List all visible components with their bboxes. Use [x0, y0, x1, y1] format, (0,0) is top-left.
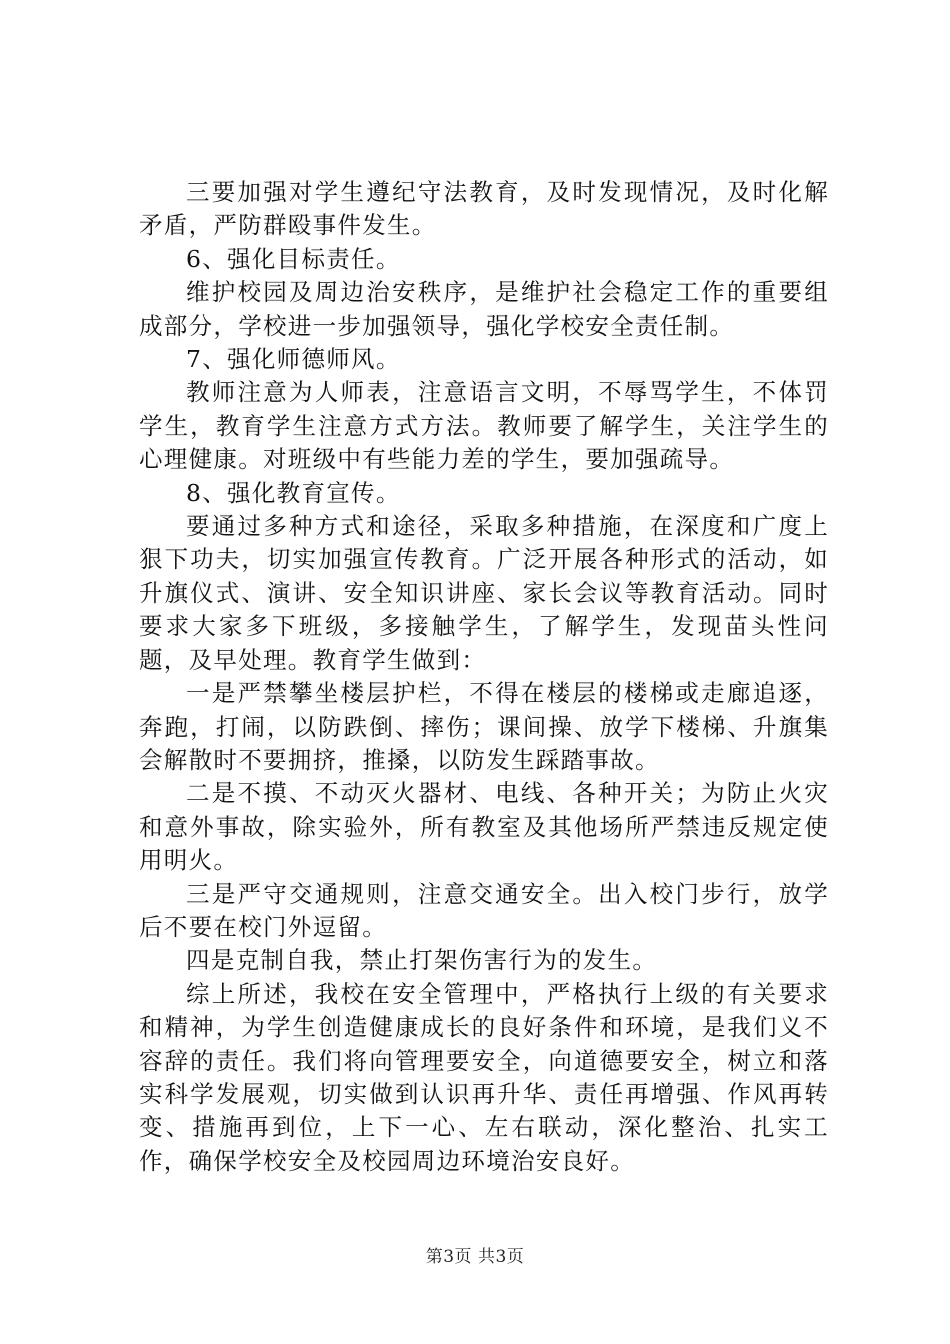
paragraph-rule-4: 四是克制自我，禁止打架伤害行为的发生。 — [186, 946, 658, 975]
page-footer — [0, 1242, 950, 1267]
page-number-label: 第3页 共3页 — [425, 1247, 525, 1267]
paragraph-rule-3: 三是严守交通规则，注意交通安全。出入校门步行，放学后不要在校门外逗留。 — [139, 879, 829, 941]
section-heading-6: 6、强化目标责任。 — [186, 244, 401, 273]
paragraph-campus-order: 维护校园及周边治安秩序，是维护社会稳定工作的重要组成部分，学校进一步加强领导，强化学校安全责任制。 — [139, 278, 829, 340]
paragraph-summary: 综上所述，我校在安全管理中，严格执行上级的有关要求和精神，为学生创造健康成长的良好条件和环境，是我们义不容辞的责任。我们将向管理要安全，向道德要安全，树立和落实科学发展观，切实做到认识再升华、责任再增强、作风再转变、措施再到位，上下一心、左右联动，深化整治、扎实工作，确保学校安全及校园周边环境治安良好。 — [139, 979, 829, 1175]
paragraph-rule-1: 一是严禁攀坐楼层护栏，不得在楼层的楼梯或走廊追逐，奔跑，打闹，以防跌倒、摔伤；课间操、放学下楼梯、升旗集会解散时不要拥挤，推搡，以防发生踩踏事故。 — [139, 679, 829, 774]
section-heading-8: 8、强化教育宣传。 — [186, 478, 401, 507]
paragraph-publicity: 要通过多种方式和途径，采取多种措施，在深度和广度上狠下功夫，切实加强宣传教育。广泛开展各种形式的活动，如升旗仪式、演讲、安全知识讲座、家长会议等教育活动。同时要求大家多下班级，多接触学生，了解学生，发现苗头性问题，及早处理。教育学生做到： — [139, 512, 829, 674]
paragraph-teacher-ethics: 教师注意为人师表，注意语言文明，不辱骂学生，不体罚学生，教育学生注意方式方法。教师要了解学生，关注学生的心理健康。对班级中有些能力差的学生，要加强疏导。 — [139, 378, 829, 474]
document-body — [139, 176, 829, 1178]
section-heading-7: 7、强化师德师风。 — [186, 345, 401, 374]
paragraph-item-3: 三要加强对学生遵纪守法教育，及时发现情况，及时化解矛盾，严防群殴事件发生。 — [139, 178, 829, 240]
paragraph-rule-2: 二是不摸、不动灭火器材、电线、各种开关；为防止火灾和意外事故，除实验外，所有教室及其他场所严禁违反规定使用明火。 — [139, 779, 829, 875]
